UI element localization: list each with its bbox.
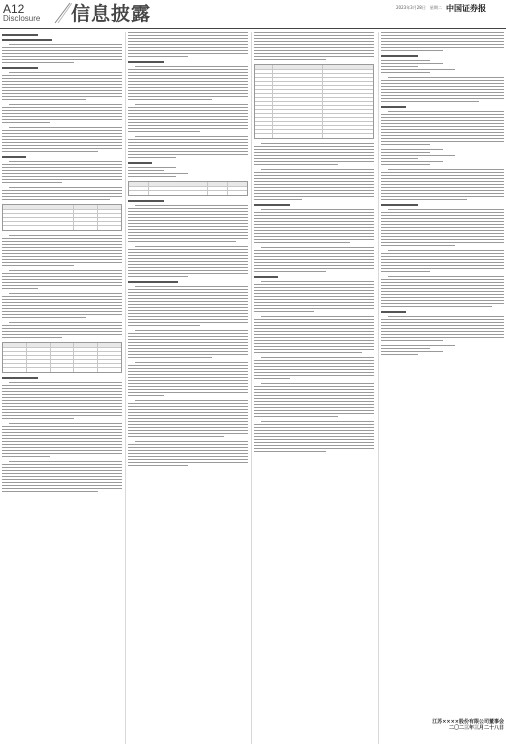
paragraph [254, 421, 374, 452]
paragraph [2, 461, 122, 492]
paragraph-heading [128, 200, 164, 202]
paragraph [128, 330, 248, 358]
paragraph [128, 362, 248, 396]
paragraph [128, 167, 248, 177]
paragraph [381, 250, 504, 272]
paragraph [381, 149, 504, 165]
column-divider [251, 32, 252, 744]
paragraph [254, 316, 374, 353]
column-divider [378, 32, 379, 744]
paragraph [2, 270, 122, 289]
paragraph [254, 383, 374, 417]
paragraph [381, 60, 504, 73]
paragraph [128, 32, 248, 57]
paragraph [2, 44, 122, 63]
page-section-english: Disclosure [3, 14, 41, 23]
paragraph [2, 382, 122, 419]
page-number: A12 [3, 2, 25, 16]
paragraph-heading [128, 162, 152, 164]
data-table [2, 342, 122, 373]
paragraph-heading [381, 311, 406, 313]
paragraph-heading [2, 156, 26, 158]
paragraph [128, 104, 248, 132]
paragraph-heading [2, 377, 38, 379]
paragraph [2, 127, 122, 152]
paragraph [254, 32, 374, 60]
paragraph [381, 276, 504, 307]
paragraph [2, 104, 122, 123]
paragraph [254, 281, 374, 312]
paragraph [254, 247, 374, 272]
paragraph-heading [381, 106, 406, 108]
issue-date: 2023年3月28日 星期二 [396, 5, 442, 10]
paragraph [254, 169, 374, 200]
section-title: 信息披露 [71, 3, 152, 25]
data-table [128, 181, 248, 196]
paragraph [254, 209, 374, 243]
paragraph [2, 161, 122, 183]
paragraph-heading [2, 67, 38, 69]
paragraph [381, 345, 504, 355]
paragraph [128, 136, 248, 158]
paragraph [2, 235, 122, 266]
paragraph [381, 77, 504, 102]
paragraph [2, 72, 122, 100]
data-table [2, 204, 122, 231]
text-column-1 [2, 32, 122, 744]
paragraph-heading [254, 204, 290, 206]
paragraph [128, 205, 248, 242]
paragraph-heading [254, 276, 278, 278]
paragraph [2, 187, 122, 200]
paragraph-heading [381, 55, 418, 57]
paragraph-heading [2, 39, 52, 41]
header-rule [0, 28, 506, 29]
paragraph [381, 169, 504, 200]
text-column-2 [128, 32, 248, 744]
text-column-3 [254, 32, 374, 744]
paragraph [381, 32, 504, 51]
paragraph [128, 441, 248, 466]
paragraph-heading [128, 61, 164, 63]
signature-date: 二〇二三年三月二十八日 [448, 725, 504, 731]
paragraph-heading [381, 204, 418, 206]
paragraph [2, 322, 122, 338]
paragraph [128, 286, 248, 326]
paragraph [381, 316, 504, 341]
paragraph-heading [128, 281, 178, 283]
paragraph [128, 246, 248, 277]
page-header [0, 0, 506, 28]
decorative-slash-icon [52, 2, 72, 24]
paragraph [128, 66, 248, 100]
company-board-signature: 江苏××××股份有限公司董事会 [432, 719, 504, 725]
paragraph [381, 111, 504, 145]
paragraph [254, 357, 374, 379]
paragraph [381, 209, 504, 246]
data-table [254, 64, 374, 139]
paragraph [2, 293, 122, 318]
paragraph [2, 423, 122, 457]
signature-block [381, 719, 504, 731]
column-divider [125, 32, 126, 744]
text-column-4 [381, 32, 504, 744]
paragraph [128, 400, 248, 437]
paragraph [254, 143, 374, 165]
newspaper-logo: 中国证券报 [446, 3, 486, 13]
paragraph-heading [2, 34, 38, 36]
